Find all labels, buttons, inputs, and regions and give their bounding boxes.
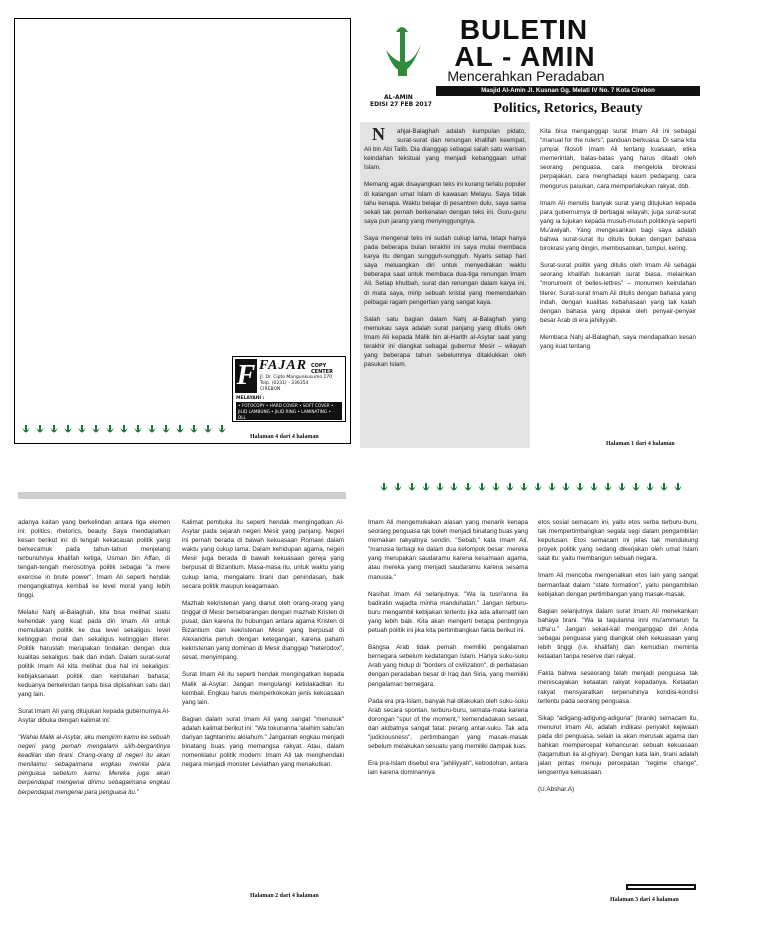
paragraph: Fakta bahwa seseorang telah menjadi penguasa tak meniscayakan ketaatan rakyat kepadanya. Ketaatan rakyat mensyaratkan terpenuhinya kondisi-kondisi tertentu pada seorang penguasa. bbox=[538, 670, 698, 705]
edition-date: EDISI 27 FEB 2017 bbox=[370, 101, 432, 108]
crescent-ornament-icon bbox=[504, 482, 516, 495]
crescent-ornament-icon bbox=[518, 482, 530, 495]
fajar-ad bbox=[232, 356, 346, 422]
page3-col2 bbox=[538, 518, 698, 802]
crescent-ornament-icon bbox=[104, 424, 116, 437]
footer-page4: Halaman 4 dari 4 halaman bbox=[250, 434, 319, 440]
page2-col1 bbox=[18, 518, 170, 805]
fajar-subtitle: COPY CENTER bbox=[311, 363, 333, 375]
paragraph: "Wahai Malik al-Asytar, aku mengirim kamu ke sebuah negeri yang pernah mengalami silih-bergantinya keadilan dan tirani. Orang-orang di negeri itu akan menilaimu sebagaimana engkau menilai para penguasa sebelum kamu. Mereka juga akan berpendapat mengenai dirimu sebagaimana engkau berpendapat mengenai para penguasa itu." bbox=[18, 733, 170, 796]
page3-end-bar bbox=[626, 884, 696, 890]
ornament-row-page4 bbox=[20, 424, 228, 437]
paragraph: Imam Ali mencoba mengenalkan etos lain yang sangat bermanfaat dalam "state formation", yaitu pengambilan kebijakan dengan pertimbangan yang masak-masak. bbox=[538, 572, 698, 598]
crescent-ornament-icon bbox=[476, 482, 488, 495]
paragraph: Bangsa Arab tidak pernah memiliki pengalaman bernegara sebelum kedatangan Islam. Hanya suku-suku Arab yang hidup di "borders of civilization", di perbatasan dengan peradaban besar di Iraq dan Siria, yang memiliki pengalaman bernegara. bbox=[368, 644, 528, 688]
masthead-tagline: Mencerahkan Peradaban bbox=[447, 68, 605, 84]
crescent-ornament-icon bbox=[20, 424, 32, 437]
crescent-ornament-icon bbox=[76, 424, 88, 437]
logo-name: AL-AMIN bbox=[384, 94, 413, 101]
paragraph: Imam Ali menulis banyak surat yang ditujukan kepada para gubernurnya di berbagai wilayah; juga surat-surat yang ia tujukan kepada musuh-musuh politiknya seperti Mu'awiyah. Yang mengesankan bagi saya adalah bahwa surat-surat itu ditulis bukan dengan bahasa birokrasi yang dingin, membosankan, tumpul, kering. bbox=[540, 199, 696, 253]
paragraph: Bagian dalam surat Imam Ali yang sangat "menusuk" adalah kalimat berikut ini: "Wa tokunanna 'alaihim sabu'an dariyan taghtanimu akilahum." Janganlah engkau menjadi binatang buas yang memangsa rakyat. Atau, dalam nomenklatur politik modern: Imam Ali tak menghendaki negara menjadi monster Leviathan yang menakutkan. bbox=[182, 715, 344, 769]
author-signature: (U.Abshar.A) bbox=[538, 786, 575, 794]
crescent-ornament-icon bbox=[34, 424, 46, 437]
footer-page2: Halaman 2 dari 4 halaman bbox=[250, 893, 319, 899]
crescent-ornament-icon bbox=[560, 482, 572, 495]
paragraph: Imam Ali mengemukakan alasan yang menarik kenapa seorang penguasa tak boleh menjadi binatang buas yang memakan rakyatnya sendiri. "Sebab," kata Imam Ali, "manusia terbagi ke dalam dua kelompok besar: mereka yang merupakan saudaramu karena kesamaan agama, atau mereka yang menjadi saudaramu karena sesama manusia." bbox=[368, 519, 528, 581]
paragraph: Surat Imam Ali yang ditujukan kepada gubernurnya Al-Asytar dibuka dengan kalimat ini: bbox=[18, 707, 170, 724]
crescent-ornament-icon bbox=[448, 482, 460, 495]
paragraph: Saya mengenal teks ini sudah cukup lama, tetapi hanya pada beberapa bulan terakhir ini saya mulai membaca karya itu dengan sungguh-sungguh. Nyaris setiap hari saya meluangkan diri untuk menyediakan waktu beberapa saat untuk membaca dua-tiga renungan Imam Ali. Setiap khutbah, surat dan renungan dalam karya ini, di mata saya, mirip sebuah kristal yang memendarkan pelbagai ragam pengertian yang sangat kaya. bbox=[364, 234, 526, 306]
crescent-ornament-icon bbox=[406, 482, 418, 495]
footer-page1: Halaman 1 dari 4 halaman bbox=[606, 441, 675, 447]
paragraph: adanya kaitan yang berkelindan antara tiga elemen ini: politics, rhetorics, beauty. Saya mendapatkan kesan berikut ini: di tengah kekacauan politik yang berkecamuk pada tahun-tahun menjelang terbunuhnya khalifah ketiga, Usman bin Affan, di tengah-tengah merosotnya politik sebagai "a mere exercise in brute power", Imam Ali seperti hendak mengangkatnya kembali ke level moral yang lebih tinggi. bbox=[18, 519, 170, 599]
crescent-ornament-icon bbox=[174, 424, 186, 437]
paragraph: Era pra-Islam disebut era "jahiliyyah", kebodohan, antara lain karena dominannya bbox=[368, 760, 528, 777]
fajar-logo-letter: F bbox=[236, 360, 256, 391]
fajar-address: Jl. Dr. Cipto Mangunkusumo 170 bbox=[260, 375, 333, 380]
dropcap: N bbox=[372, 124, 385, 144]
fajar-melayani: MELAYANI : bbox=[236, 396, 265, 401]
crescent-ornament-icon bbox=[532, 482, 544, 495]
page2-top-bar bbox=[18, 492, 346, 499]
crescent-ornament-icon bbox=[420, 482, 432, 495]
crescent-ornament-icon bbox=[490, 482, 502, 495]
footer-page3: Halaman 3 dari 4 halaman bbox=[610, 897, 679, 903]
page2-col2 bbox=[182, 518, 344, 777]
crescent-ornament-icon bbox=[132, 424, 144, 437]
crescent-ornament-icon bbox=[90, 424, 102, 437]
fajar-brand: FAJAR bbox=[259, 358, 308, 373]
paragraph: etos sosial semacam ini, yaitu etos serba terburu-buru, tak mempertimbangkan segala segi dalam pengambilan keputusan. Etos semacam ini jelas tak mendukung proyek politik yang sedang dikerjakan oleh umat Islam saat itu: yaitu membangun sebuah negara. bbox=[538, 519, 698, 563]
crescent-ornament-icon bbox=[118, 424, 130, 437]
crescent-ornament-icon bbox=[672, 482, 684, 495]
paragraph: Bagian selanjutnya dalam surat Imam Ali menekankan bahaya tirani. "Wa la taqulanna inni mu'ammarun fa utha'u." Jangan sekali-kali menganggap diri Anda sebagai penguasa yang diangkat oleh kekuasaan yang lebih tinggi (i.e. khalifah) dan kemudian meminta ketaatan tanpa reserve dari rakyat. bbox=[538, 607, 698, 661]
paragraph: Nasihat Imam Ali selanjutnya: "Wa la tusri'anna ila badiratin wajadta minha manduhatan." Jangan terburu-buru mengambil kebijakan tertentu jika ada alternatif lain yang lebih baik. Kita akan mengerti betapa pentingnya petuah politik ini jika kita pertimbangkan fakta berikut ini. bbox=[368, 590, 528, 635]
crescent-ornament-icon bbox=[616, 482, 628, 495]
paragraph: Melalui Nahj al-Balaghah, kita bisa melihat suatu kehendak yang kuat pada diri Imam Ali untuk memuliakan politik ke dua level sekaligus: level ketinggian moral dan sekaligus ketinggian literer. Politik haruslah merupakan tindakan dengan dua kualitas sekaligus: baik dan indah. Dalam surat-surat politik Imam Ali kita melihat dua hal ini sekaligus: kebijaksanaan politik dan keindahan bahasa; keduanya berkelindan tanpa bisa dipisahkan satu dari yang lain. bbox=[18, 608, 170, 698]
crescent-ornament-icon bbox=[630, 482, 642, 495]
mosque-logo-icon bbox=[378, 22, 428, 92]
crescent-ornament-icon bbox=[216, 424, 228, 437]
page1-col1 bbox=[364, 124, 526, 377]
crescent-ornament-icon bbox=[146, 424, 158, 437]
crescent-ornament-icon bbox=[378, 482, 390, 495]
crescent-ornament-icon bbox=[62, 424, 74, 437]
masthead-line2: AL - AMIN bbox=[454, 41, 596, 72]
fajar-phone: Telp. (0231) - 336354 bbox=[260, 381, 309, 386]
page1-headline: Politics, Retorics, Beauty bbox=[493, 101, 643, 116]
crescent-ornament-icon bbox=[434, 482, 446, 495]
paragraph: Surat-surat politik yang ditulis oleh Imam Ali sebagai seorang khalifah bukanlah surat biasa, melainkan "monument of belles-lettres" – monumen keindahan literer. Surat-surat Imam Ali ditulis dengan bahasa yang indah, dengan kualitas kebahasaan yang tak kalah dengan bahasa yang dipakai oleh penyair-penyair besar Arab di era jahiliyyah. bbox=[540, 262, 696, 324]
crescent-ornament-icon bbox=[588, 482, 600, 495]
fajar-city: CIREBON bbox=[260, 387, 281, 392]
paragraph: Memang agak disayangkan teks ini kurang terlalu populer di kalangan umat Islam di kawasan Melayu. Saya tidak tahu kenapa. Waktu belajar di pesantren dulu, saya sama sekali tak pernah berkenalan dengan teks ini. Guru-guru saya pun jarang yang menyinggungnya. bbox=[364, 181, 526, 225]
paragraph: Membaca Nahj al-Balaghah, saya mendapatkan kesan yang kuat tentang bbox=[540, 333, 696, 350]
crescent-ornament-icon bbox=[160, 424, 172, 437]
crescent-ornament-icon bbox=[202, 424, 214, 437]
crescent-ornament-icon bbox=[462, 482, 474, 495]
paragraph: Sikap "adigang-adigung-adiguna" (tiranik) semacam itu, menurut Imam Ali, adalah indikasi penyakit kejiwaan pada diri penguasa, selain ia akan merusak agama dan bahkan mempercepat kehancuran sebuah kekuasaan (taqarrubun ila al-ghiyar). Dengan kata lain, tirani adalah jalan pintas menuju percepatan "regime change", lengsernya kekuasaan. bbox=[538, 714, 698, 777]
paragraph: Pada era pra-Islam, banyak hal dilakukan oleh suku-suku Arab secara spontan, terburu-buru, semata-mata karena dorongan "spur of the moment," kemendadakan sesaat, dan akibatnya sangat fatal: perang antar-suku. Tak ada "judiciousness", pertimbangan yang masak-masak sebelum melakukan sesuatu yang memiliki dampak luas. bbox=[368, 697, 528, 751]
crescent-ornament-icon bbox=[574, 482, 586, 495]
page1-col2 bbox=[540, 127, 696, 359]
paragraph: Kita bisa menganggap surat Imam Ali ini sebagai "manual for the rulers", panduan berkuasa. Di sana kita jumpai filosofi Imam Ali tentang kuasaan, etika memerintah, batas-batas yang harus ditaati oleh seorang penguasa, cara mengelola birokrasi perpajakan, cara menghadapi kaum pedagang, cara mengurus pasukan, cara memperlakukan rakyat, dsb. bbox=[540, 128, 696, 190]
crescent-ornament-icon bbox=[188, 424, 200, 437]
paragraph: Mazhab kekristenan yang dianut oleh orang-orang yang tinggal di Mesir bersebarangan dengan mazhab Kristen di pusat, dan karena itu hubungan antara agama Kristen di Bizantium dan kekristenan Mesir yang berpusat di Alexandria penuh dengan ketegangan, karena paham kekristenan yang dominan di Mesir dianggap "heterodox", sesat, menyimpang. bbox=[182, 599, 344, 662]
crescent-ornament-icon bbox=[546, 482, 558, 495]
crescent-ornament-icon bbox=[392, 482, 404, 495]
masthead-address-bar: Masjid Al-Amin Jl. Kusnan Gg. Melati IV No. 7 Kota Cirebon bbox=[436, 86, 700, 96]
crescent-ornament-icon bbox=[602, 482, 614, 495]
crescent-ornament-icon bbox=[658, 482, 670, 495]
paragraph: Surat Imam Ali itu seperti hendak mengingatkan kepada Malik al-Asytar: Jangan mengulangi ketidakadilan itu kembali. Engkau harus memperkokokan jenis kekuasaan yang lain. bbox=[182, 671, 344, 706]
crescent-ornament-icon bbox=[644, 482, 656, 495]
crescent-ornament-icon bbox=[48, 424, 60, 437]
page3-col1 bbox=[368, 518, 528, 785]
ornament-row-page3 bbox=[378, 482, 684, 495]
paragraph: Kalimat pembuka itu seperti hendak mengingatkan Al-Asytar pada sejarah negeri Mesir yang panjang. Negeri ini pernah berada di bawah kekuasaan Romawi dalam waktu yang cukup lama. Dalam kehidupan agama, negeri Mesir juga berada di bawah kekuasaan gereja yang berpusat di Bizantium. Masa-masa itu, untuk waktu yang cukup lama, mengalami tirani dan penindasan, baik secara politik maupun keagamaan. bbox=[182, 519, 344, 590]
paragraph: Salah satu bagian dalam Nahj al-Balaghah yang memukau saya adalah surat panjang yang ditulis oleh Imam Ali kepada Malik bin al-Harith al-Asytar saat yang terakhir ini diangkat sebagai gubernur Mesir – wilayah yang beberapa tahun sebelumnya ditaklukkan oleh pasukan Islam. bbox=[364, 315, 526, 369]
paragraph: ahjal-Balaghah adalah kumpulan pidato, surat-surat dan renungan khalifah keempat, Ali bin Abi Talib. Dia dianggap sebagai salah satu warisan keindahan tekstual yang menjadi kebanggaan umat Islam. bbox=[364, 128, 526, 172]
fajar-services: • FOTOCOPY • HARD COVER • SOFT COVER • JILID LAMBUNG • JILID RING • LAMINATING • DLL bbox=[236, 402, 342, 420]
masthead-line1: BULETIN bbox=[459, 14, 589, 45]
